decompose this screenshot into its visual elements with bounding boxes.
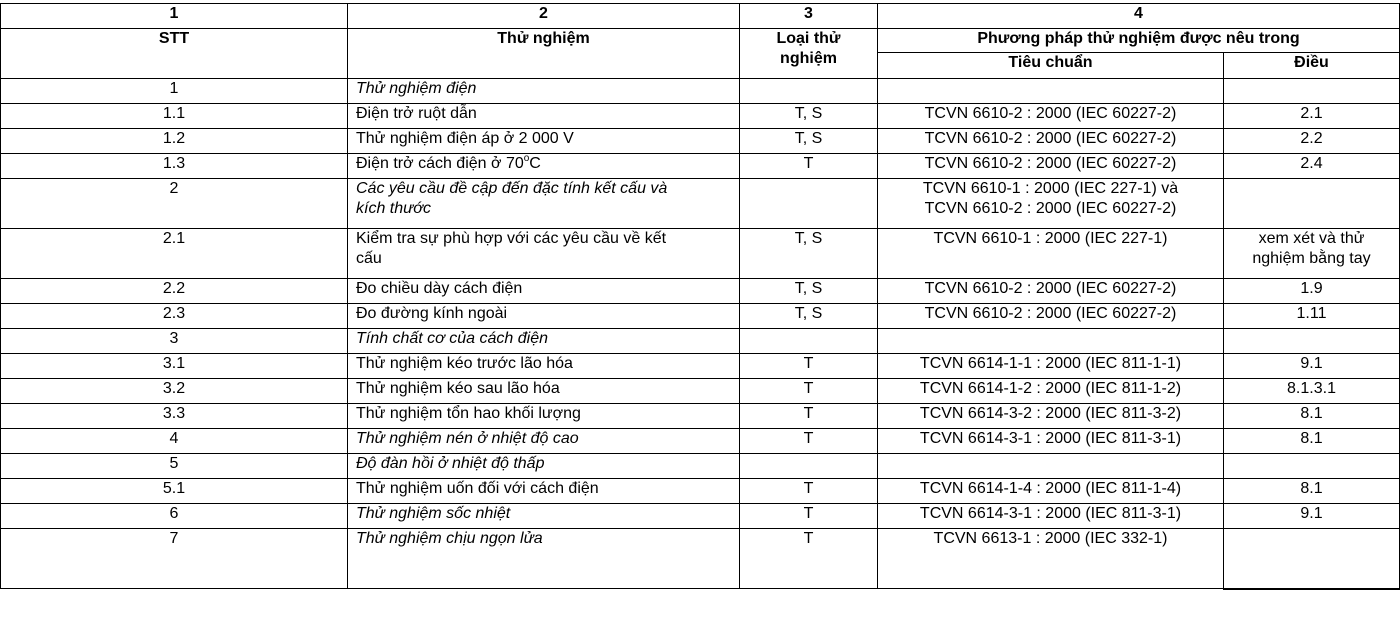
cell-test: Thử nghiệm chịu ngọn lửa xyxy=(348,529,740,589)
col-number-1: 1 xyxy=(1,4,348,29)
cell-test: Thử nghiệm nén ở nhiệt độ cao xyxy=(348,429,740,454)
cell-test: Thử nghiệm sốc nhiệt xyxy=(348,504,740,529)
header-row-1 xyxy=(1,29,1400,53)
cell-stt: 1.1 xyxy=(1,104,348,129)
col-number-2: 2 xyxy=(348,4,740,29)
table-row xyxy=(1,329,1400,354)
cell-clause-line2: nghiệm bằng tay xyxy=(1252,250,1371,267)
cell-test-line2: kích thước xyxy=(356,200,431,217)
cell-standard: TCVN 6614-3-1 : 2000 (IEC 811-3-1) xyxy=(878,429,1224,454)
column-number-row xyxy=(1,4,1400,29)
test-table xyxy=(0,3,1400,590)
cell-clause: 2.4 xyxy=(1224,154,1400,179)
table-row xyxy=(1,154,1400,179)
col-number-4: 4 xyxy=(878,4,1400,29)
cell-type: T xyxy=(740,404,878,429)
cell-test: Thử nghiệm điện áp ở 2 000 V xyxy=(348,129,740,154)
cell-standard: TCVN 6610-1 : 2000 (IEC 227-1) xyxy=(878,229,1224,279)
cell-stt: 4 xyxy=(1,429,348,454)
cell-standard: TCVN 6610-2 : 2000 (IEC 60227-2) xyxy=(878,104,1224,129)
cell-type: T xyxy=(740,529,878,589)
cell-stt: 3.2 xyxy=(1,379,348,404)
cell-clause: 9.1 xyxy=(1224,504,1400,529)
cell-type: T xyxy=(740,504,878,529)
table-row xyxy=(1,479,1400,504)
header-standard: Tiêu chuẩn xyxy=(878,53,1224,79)
cell-clause: 8.1 xyxy=(1224,429,1400,454)
header-clause: Điều xyxy=(1224,53,1400,79)
cell-stt: 1 xyxy=(1,79,348,104)
cell-type xyxy=(740,454,878,479)
header-type-line1: Loại thử xyxy=(776,30,841,47)
cell-stt: 1.3 xyxy=(1,154,348,179)
cell-test: Đo chiều dày cách điện xyxy=(348,279,740,304)
cell-standard xyxy=(878,454,1224,479)
cell-test: Thử nghiệm uốn đối với cách điện xyxy=(348,479,740,504)
table-row xyxy=(1,429,1400,454)
cell-stt: 5 xyxy=(1,454,348,479)
cell-clause xyxy=(1224,329,1400,354)
header-method: Phương pháp thử nghiệm được nêu trong xyxy=(878,29,1400,53)
cell-stt: 1.2 xyxy=(1,129,348,154)
table-row xyxy=(1,279,1400,304)
table-row xyxy=(1,354,1400,379)
cell-stt: 2.3 xyxy=(1,304,348,329)
cell-stt: 2.1 xyxy=(1,229,348,279)
cell-type: T xyxy=(740,154,878,179)
cell-test: Đo đường kính ngoài xyxy=(348,304,740,329)
cell-type: T, S xyxy=(740,229,878,279)
degree-sup: o xyxy=(523,153,530,164)
cell-standard xyxy=(878,79,1224,104)
table-row xyxy=(1,379,1400,404)
cell-type: T xyxy=(740,479,878,504)
header-type-line2: nghiệm xyxy=(780,50,837,67)
cell-test xyxy=(348,179,740,229)
cell-standard: TCVN 6614-3-2 : 2000 (IEC 811-3-2) xyxy=(878,404,1224,429)
cell-test: Thử nghiệm kéo trước lão hóa xyxy=(348,354,740,379)
cell-stt: 3.3 xyxy=(1,404,348,429)
cell-type xyxy=(740,329,878,354)
cell-type: T, S xyxy=(740,279,878,304)
cell-clause xyxy=(1224,79,1400,104)
cell-type: T, S xyxy=(740,304,878,329)
cell-clause: 8.1.3.1 xyxy=(1224,379,1400,404)
table-row xyxy=(1,454,1400,479)
table-row xyxy=(1,504,1400,529)
header-type xyxy=(740,29,878,79)
cell-test: Tính chất cơ của cách điện xyxy=(348,329,740,354)
table-row xyxy=(1,104,1400,129)
cell-test: Điện trở ruột dẫn xyxy=(348,104,740,129)
cell-stt: 5.1 xyxy=(1,479,348,504)
cell-test xyxy=(348,154,740,179)
cell-type: T xyxy=(740,354,878,379)
cell-test-line2: cấu xyxy=(356,250,382,267)
cell-clause xyxy=(1224,229,1400,279)
cell-clause: 1.11 xyxy=(1224,304,1400,329)
cell-standard: TCVN 6610-2 : 2000 (IEC 60227-2) xyxy=(878,279,1224,304)
cell-standard: TCVN 6610-2 : 2000 (IEC 60227-2) xyxy=(878,129,1224,154)
cell-clause: 2.1 xyxy=(1224,104,1400,129)
cell-type xyxy=(740,179,878,229)
cell-stt: 3.1 xyxy=(1,354,348,379)
cell-stt: 6 xyxy=(1,504,348,529)
cell-clause xyxy=(1224,529,1400,589)
cell-test: Độ đàn hồi ở nhiệt độ thấp xyxy=(348,454,740,479)
cell-test: Thử nghiệm kéo sau lão hóa xyxy=(348,379,740,404)
cell-clause: 2.2 xyxy=(1224,129,1400,154)
cell-test-unit: C xyxy=(529,155,541,172)
cell-standard: TCVN 6614-3-1 : 2000 (IEC 811-3-1) xyxy=(878,504,1224,529)
cell-clause: 8.1 xyxy=(1224,479,1400,504)
cell-test: Thử nghiệm tổn hao khối lượng xyxy=(348,404,740,429)
cell-type: T, S xyxy=(740,129,878,154)
table-row xyxy=(1,129,1400,154)
cell-standard: TCVN 6613-1 : 2000 (IEC 332-1) xyxy=(878,529,1224,589)
header-test: Thử nghiệm xyxy=(348,29,740,79)
cell-stt: 2 xyxy=(1,179,348,229)
cell-standard: TCVN 6610-2 : 2000 (IEC 60227-2) xyxy=(878,304,1224,329)
table-row xyxy=(1,304,1400,329)
table-row xyxy=(1,179,1400,229)
cell-clause xyxy=(1224,179,1400,229)
col-number-3: 3 xyxy=(740,4,878,29)
cell-standard xyxy=(878,179,1224,229)
cell-type: T, S xyxy=(740,104,878,129)
table-row xyxy=(1,404,1400,429)
cell-standard-line1: TCVN 6610-1 : 2000 (IEC 227-1) và xyxy=(922,180,1179,197)
table-row xyxy=(1,529,1400,589)
table-row xyxy=(1,229,1400,279)
cell-stt: 7 xyxy=(1,529,348,589)
cell-standard: TCVN 6610-2 : 2000 (IEC 60227-2) xyxy=(878,154,1224,179)
cell-test-line1: Các yêu cầu đề cập đến đặc tính kết cấu và xyxy=(356,180,668,197)
cell-standard: TCVN 6614-1-1 : 2000 (IEC 811-1-1) xyxy=(878,354,1224,379)
cell-type: T xyxy=(740,379,878,404)
cell-clause: 8.1 xyxy=(1224,404,1400,429)
cell-clause: 9.1 xyxy=(1224,354,1400,379)
cell-stt: 2.2 xyxy=(1,279,348,304)
cell-type xyxy=(740,79,878,104)
cell-standard xyxy=(878,329,1224,354)
cell-test-line1: Kiểm tra sự phù hợp với các yêu cầu về kết xyxy=(356,230,667,247)
header-stt: STT xyxy=(1,29,348,79)
cell-clause: 1.9 xyxy=(1224,279,1400,304)
cell-standard-line2: TCVN 6610-2 : 2000 (IEC 60227-2) xyxy=(924,200,1177,217)
cell-clause-line1: xem xét và thử xyxy=(1258,230,1365,247)
cell-type: T xyxy=(740,429,878,454)
cell-test xyxy=(348,229,740,279)
cell-test-text: Điện trở cách điện ở 70 xyxy=(356,155,524,172)
table-row xyxy=(1,79,1400,104)
cell-standard: TCVN 6614-1-2 : 2000 (IEC 811-1-2) xyxy=(878,379,1224,404)
cell-standard: TCVN 6614-1-4 : 2000 (IEC 811-1-4) xyxy=(878,479,1224,504)
cell-stt: 3 xyxy=(1,329,348,354)
cell-clause xyxy=(1224,454,1400,479)
cell-test: Thử nghiệm điện xyxy=(348,79,740,104)
